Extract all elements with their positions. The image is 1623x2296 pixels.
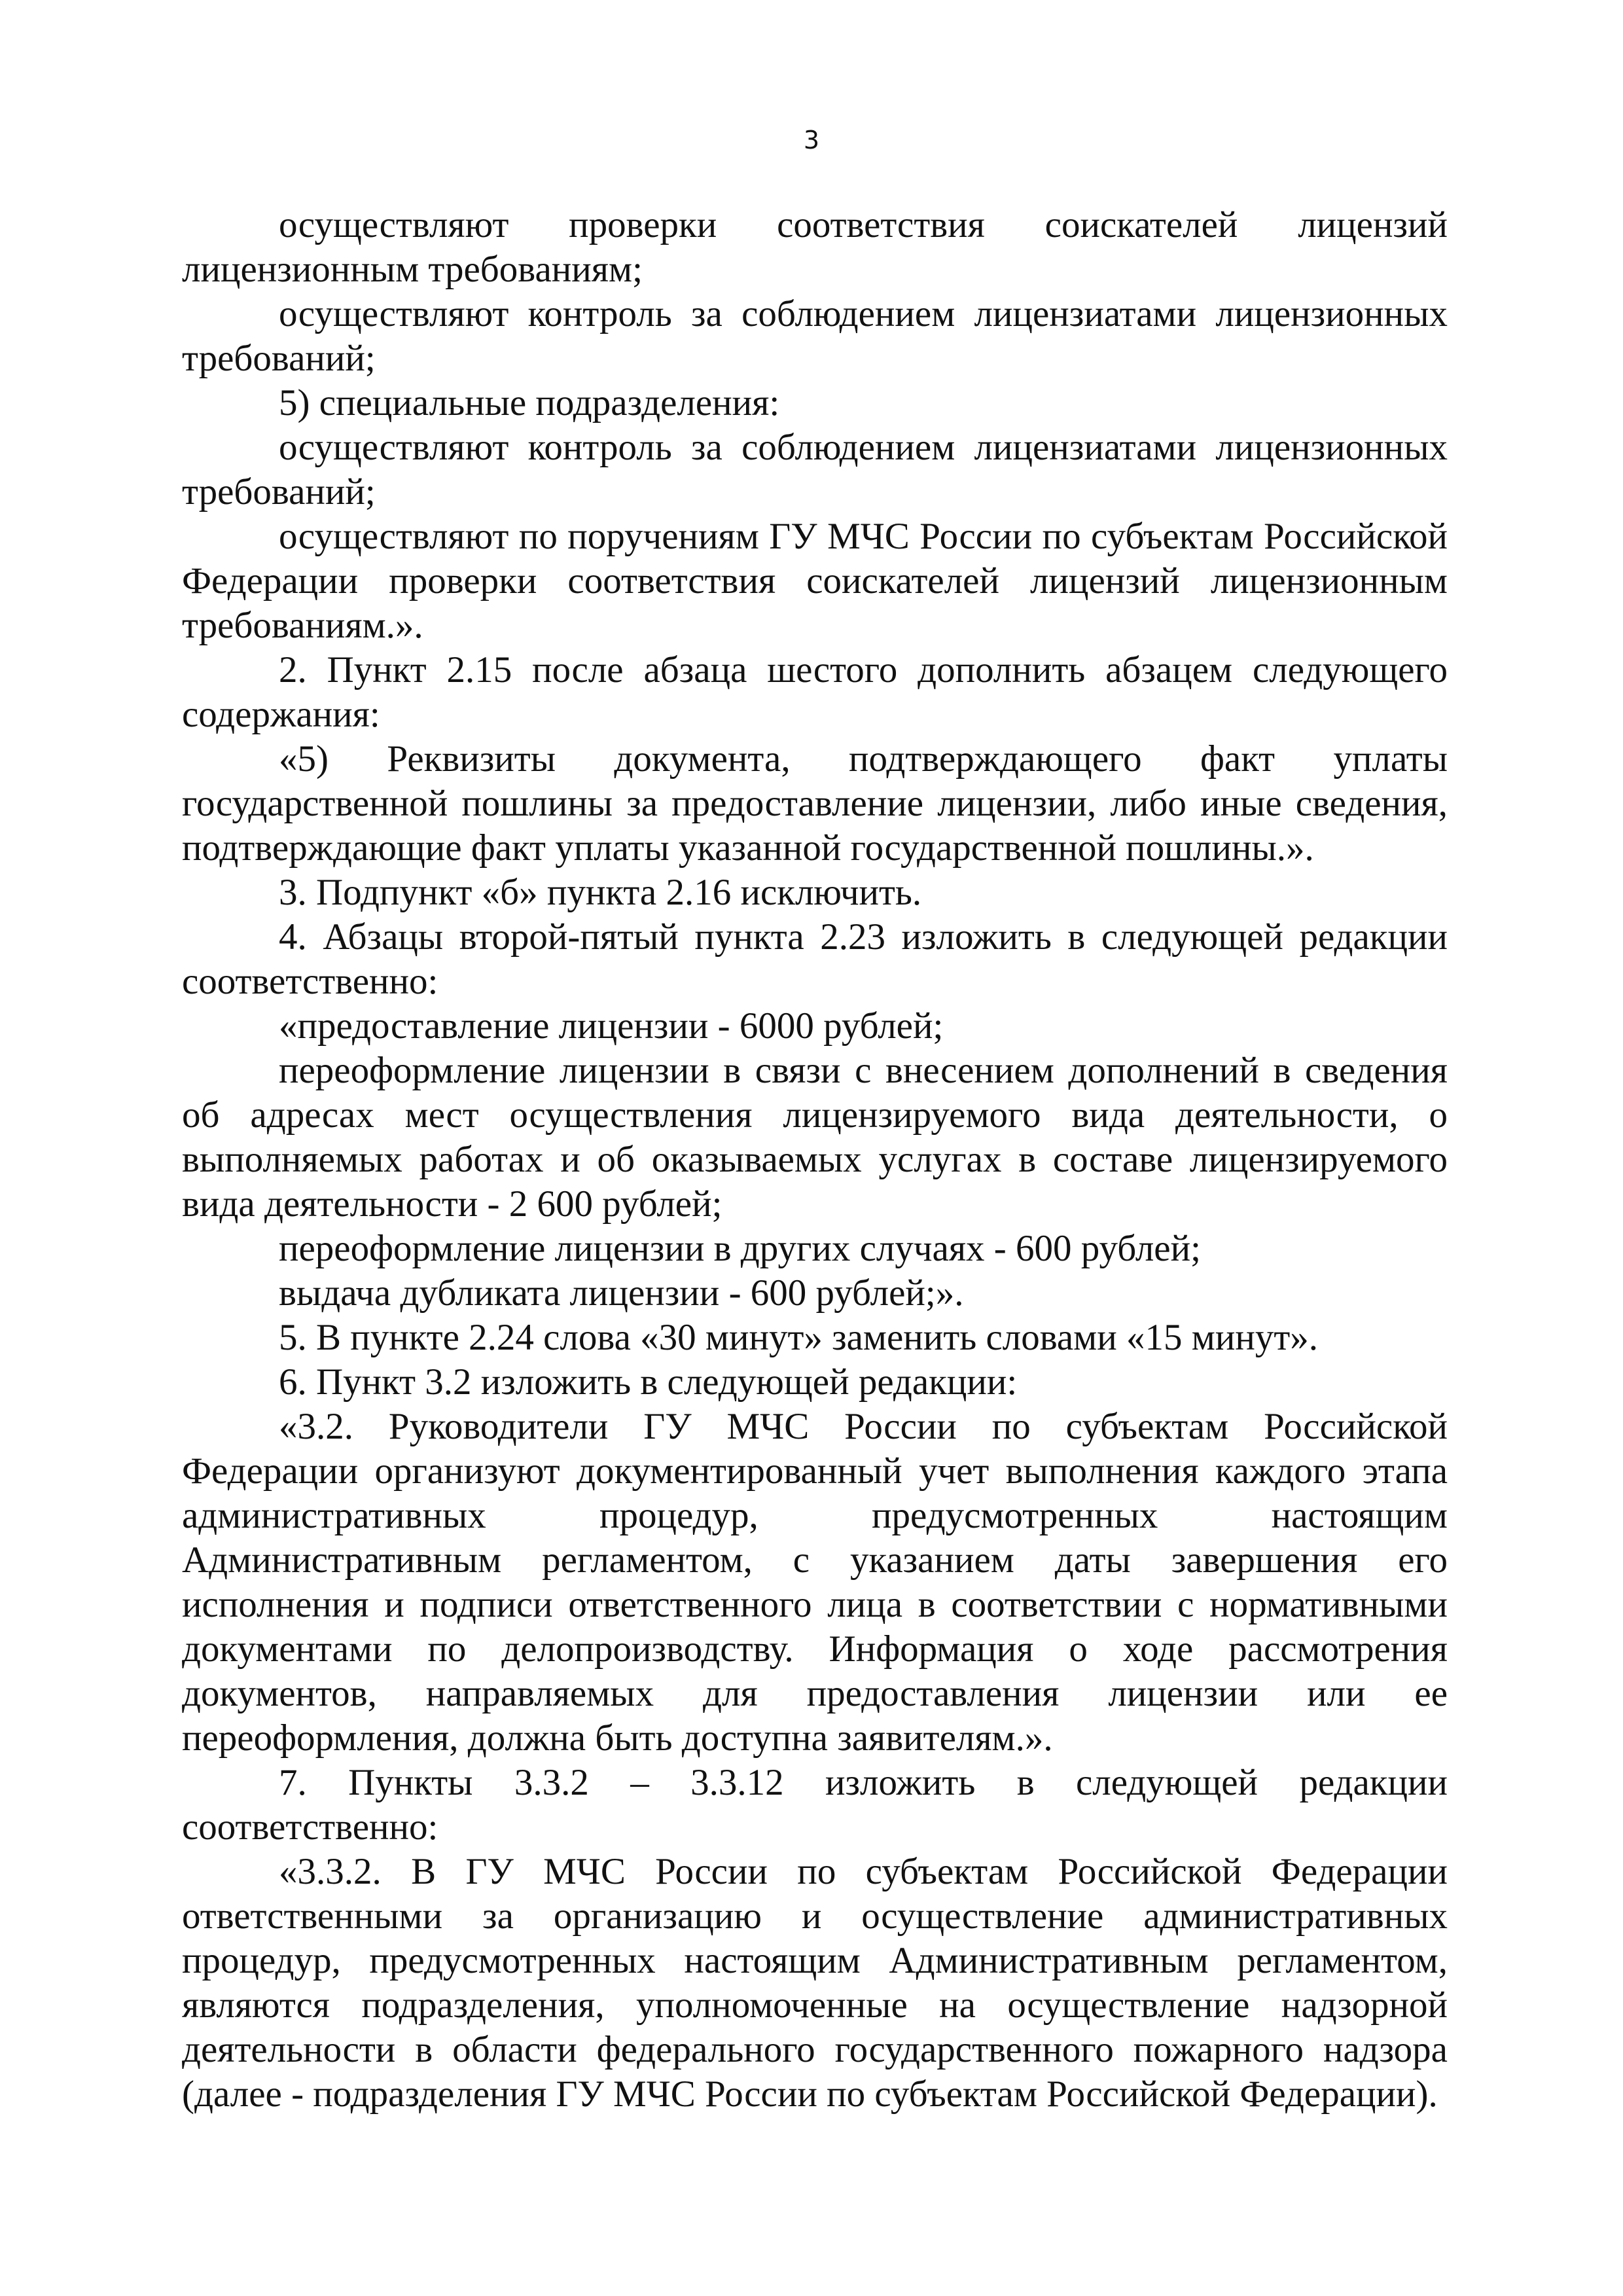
paragraph-5: осуществляют по поручениям ГУ МЧС России по субъектам Российской Федерации проверки соответствия соискателей лицензий лицензионным требованиям.». xyxy=(182,516,1448,646)
paragraph-1: осуществляют проверки соответствия соискателей лицензий лицензионным требованиям; xyxy=(182,204,1448,290)
paragraph-7: «5) Реквизиты документа, подтверждающего факт уплаты государственной пошлины за предоставление лицензии, либо иные сведения, подтверждающие факт уплаты указанной государственной пошлины.». xyxy=(182,738,1448,869)
paragraph-16: «3.2. Руководители ГУ МЧС России по субъектам Российской Федерации организуют документированный учет выполнения каждого этапа административных процедур, предусмотренных настоящим Административным регламентом, с указанием даты завершения его исполнения и подписи ответственного лица в соответствии с нормативными документами по делопроизводству. Информация о ходе рассмотрения документов, направляемых для предоставления лицензии или ее переоформления, должна быть доступна заявителям.». xyxy=(182,1406,1448,1759)
paragraph-4: осуществляют контроль за соблюдением лицензиатами лицензионных требований; xyxy=(182,427,1448,512)
paragraph-12: переоформление лицензии в других случаях - 600 рублей; xyxy=(279,1228,1201,1269)
paragraph-13: выдача дубликата лицензии - 600 рублей;». xyxy=(279,1272,964,1314)
document-body xyxy=(182,203,1448,2117)
paragraph-15: 6. Пункт 3.2 изложить в следующей редакции: xyxy=(279,1361,1018,1403)
paragraph-14: 5. В пункте 2.24 слова «30 минут» заменить словами «15 минут». xyxy=(279,1317,1318,1358)
paragraph-18: «3.3.2. В ГУ МЧС России по субъектам Российской Федерации ответственными за организацию и осуществление административных процедур, предусмотренных настоящим Административным регламентом, являются подразделения, уполномоченные на осуществление надзорной деятельности в области федерального государственного пожарного надзора (далее - подразделения ГУ МЧС России по субъектам Российской Федерации). xyxy=(182,1851,1448,2115)
paragraph-17: 7. Пункты 3.3.2 – 3.3.12 изложить в следующей редакции соответственно: xyxy=(182,1762,1448,1848)
page-number: 3 xyxy=(803,126,820,154)
paragraph-2: осуществляют контроль за соблюдением лицензиатами лицензионных требований; xyxy=(182,293,1448,379)
paragraph-11: переоформление лицензии в связи с внесением дополнений в сведения об адресах мест осуществления лицензируемого вида деятельности, о выполняемых работах и об оказываемых услугах в составе лицензируемого вида деятельности - 2 600 рублей; xyxy=(182,1050,1448,1225)
paragraph-8: 3. Подпункт «б» пункта 2.16 исключить. xyxy=(279,872,922,913)
paragraph-6: 2. Пункт 2.15 после абзаца шестого дополнить абзацем следующего содержания: xyxy=(182,649,1448,735)
paragraph-3: 5) специальные подразделения: xyxy=(279,382,780,423)
paragraph-9: 4. Абзацы второй-пятый пункта 2.23 изложить в следующей редакции соответственно: xyxy=(182,916,1448,1002)
paragraph-10: «предоставление лицензии - 6000 рублей; xyxy=(279,1005,944,1047)
